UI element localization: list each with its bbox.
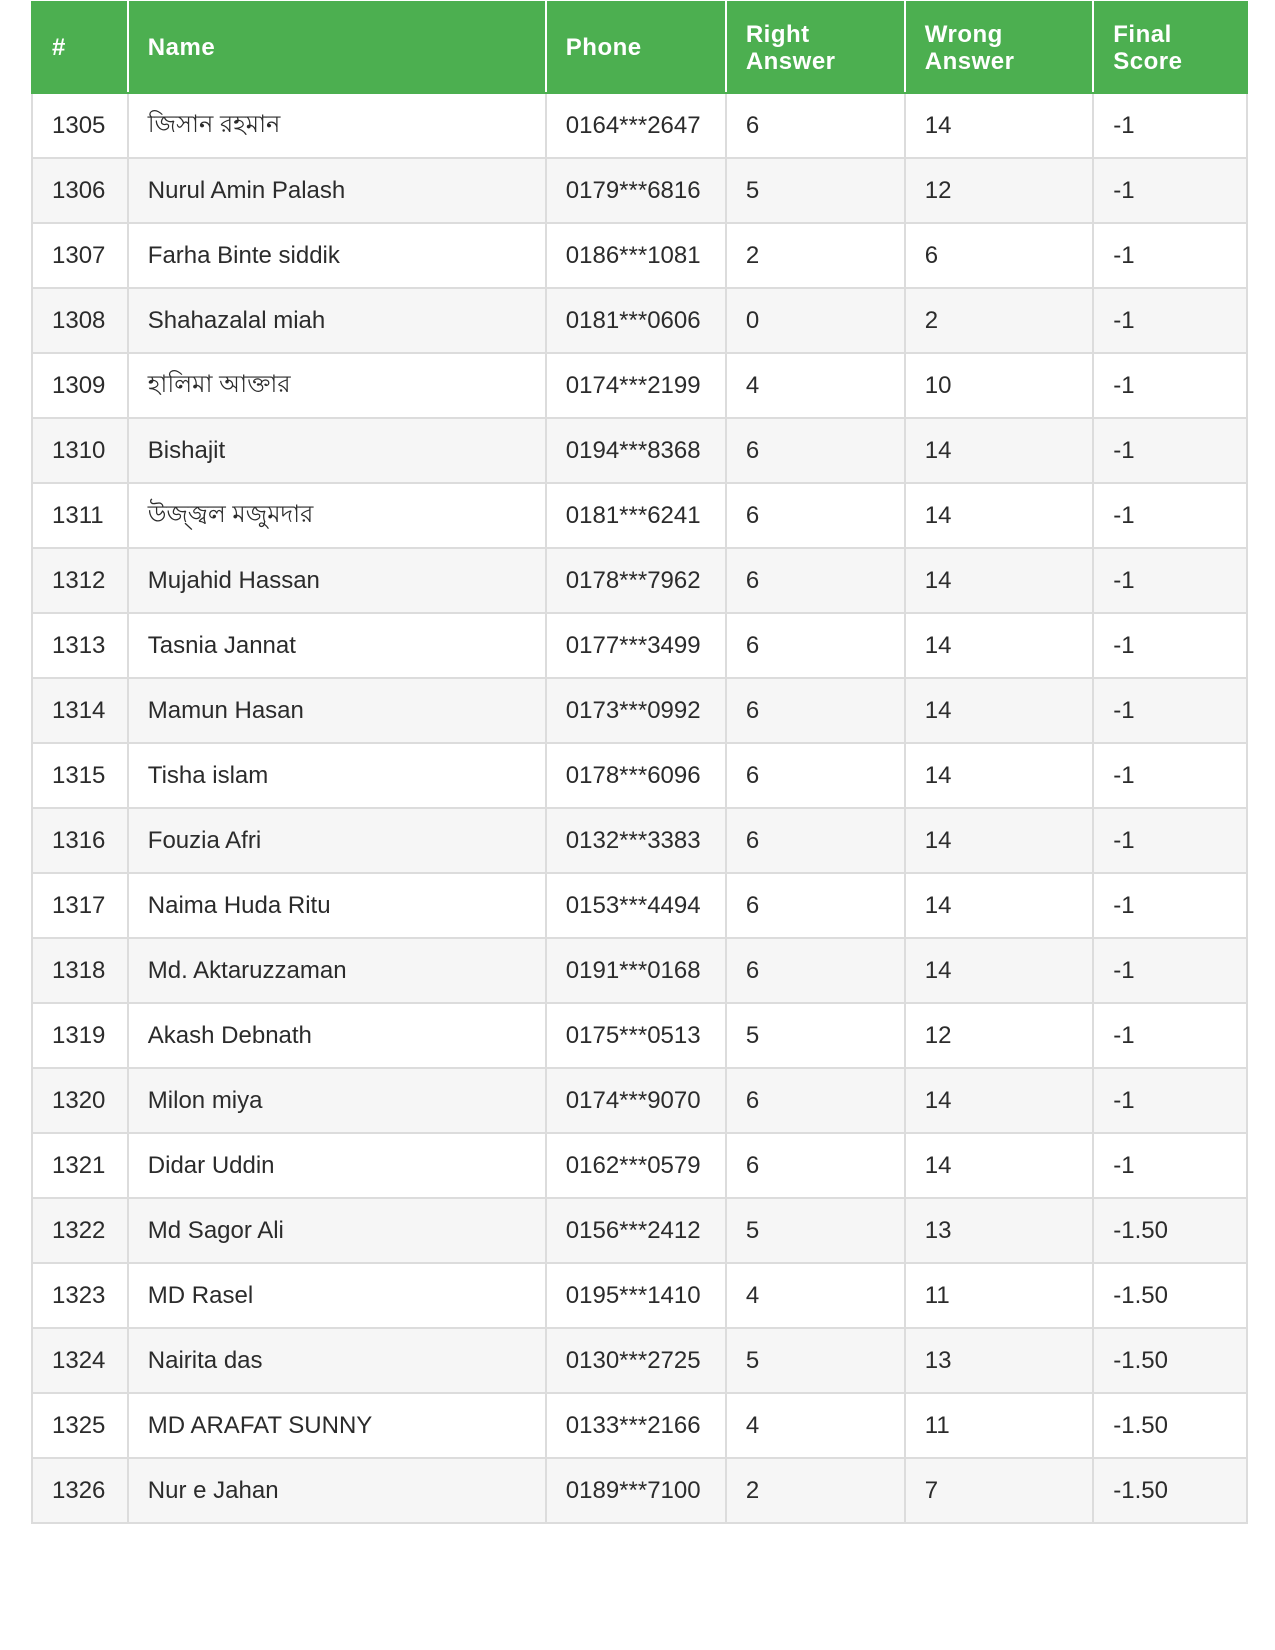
table-row [32, 1458, 1247, 1523]
cell-wrong-answer: 14 [905, 1133, 1093, 1198]
cell-right-answer: 2 [726, 223, 905, 288]
cell-name: উজ্জ্বল মজুমদার [128, 483, 546, 548]
cell-phone: 0153***4494 [546, 873, 726, 938]
cell-phone: 0189***7100 [546, 1458, 726, 1523]
cell-wrong-answer: 10 [905, 353, 1093, 418]
header-right-answer: Right Answer [726, 2, 905, 93]
cell-rank: 1325 [32, 1393, 128, 1458]
cell-phone: 0132***3383 [546, 808, 726, 873]
cell-wrong-answer: 14 [905, 483, 1093, 548]
cell-phone: 0179***6816 [546, 158, 726, 223]
table-row [32, 158, 1247, 223]
cell-rank: 1316 [32, 808, 128, 873]
cell-phone: 0130***2725 [546, 1328, 726, 1393]
table-row [32, 613, 1247, 678]
table-row [32, 678, 1247, 743]
cell-right-answer: 5 [726, 1198, 905, 1263]
cell-final-score: -1 [1093, 678, 1247, 743]
cell-name: MD Rasel [128, 1263, 546, 1328]
cell-phone: 0177***3499 [546, 613, 726, 678]
header-wrong-answer: Wrong Answer [905, 2, 1093, 93]
cell-rank: 1312 [32, 548, 128, 613]
cell-final-score: -1.50 [1093, 1393, 1247, 1458]
cell-name: Md. Aktaruzzaman [128, 938, 546, 1003]
cell-right-answer: 6 [726, 1068, 905, 1133]
table-row [32, 223, 1247, 288]
cell-name: Tasnia Jannat [128, 613, 546, 678]
cell-rank: 1313 [32, 613, 128, 678]
cell-right-answer: 6 [726, 418, 905, 483]
cell-phone: 0178***7962 [546, 548, 726, 613]
cell-name: Nur e Jahan [128, 1458, 546, 1523]
cell-rank: 1309 [32, 353, 128, 418]
cell-rank: 1310 [32, 418, 128, 483]
table-row [32, 353, 1247, 418]
table-row [32, 1328, 1247, 1393]
cell-final-score: -1 [1093, 1133, 1247, 1198]
cell-name: হালিমা আক্তার [128, 353, 546, 418]
cell-phone: 0191***0168 [546, 938, 726, 1003]
cell-rank: 1324 [32, 1328, 128, 1393]
cell-name: Md Sagor Ali [128, 1198, 546, 1263]
cell-name: Bishajit [128, 418, 546, 483]
cell-right-answer: 6 [726, 1133, 905, 1198]
cell-rank: 1326 [32, 1458, 128, 1523]
cell-wrong-answer: 14 [905, 93, 1093, 158]
cell-wrong-answer: 14 [905, 678, 1093, 743]
cell-name: Naima Huda Ritu [128, 873, 546, 938]
table-row [32, 808, 1247, 873]
cell-rank: 1317 [32, 873, 128, 938]
cell-phone: 0174***2199 [546, 353, 726, 418]
cell-final-score: -1 [1093, 808, 1247, 873]
cell-rank: 1305 [32, 93, 128, 158]
cell-right-answer: 6 [726, 743, 905, 808]
cell-name: Fouzia Afri [128, 808, 546, 873]
table-row [32, 1003, 1247, 1068]
header-name: Name [128, 2, 546, 93]
cell-right-answer: 6 [726, 808, 905, 873]
cell-wrong-answer: 14 [905, 1068, 1093, 1133]
cell-final-score: -1 [1093, 158, 1247, 223]
cell-rank: 1308 [32, 288, 128, 353]
table-row [32, 873, 1247, 938]
cell-phone: 0178***6096 [546, 743, 726, 808]
cell-wrong-answer: 14 [905, 938, 1093, 1003]
cell-right-answer: 5 [726, 1003, 905, 1068]
cell-wrong-answer: 14 [905, 873, 1093, 938]
cell-right-answer: 4 [726, 1263, 905, 1328]
cell-right-answer: 6 [726, 93, 905, 158]
header-row [32, 2, 1247, 93]
results-table [31, 1, 1248, 1524]
header-phone: Phone [546, 2, 726, 93]
cell-wrong-answer: 12 [905, 158, 1093, 223]
cell-rank: 1323 [32, 1263, 128, 1328]
cell-name: Mamun Hasan [128, 678, 546, 743]
table-row [32, 743, 1247, 808]
cell-final-score: -1 [1093, 288, 1247, 353]
cell-right-answer: 6 [726, 678, 905, 743]
cell-rank: 1320 [32, 1068, 128, 1133]
cell-final-score: -1.50 [1093, 1263, 1247, 1328]
header-final-score: Final Score [1093, 2, 1247, 93]
cell-phone: 0194***8368 [546, 418, 726, 483]
cell-rank: 1318 [32, 938, 128, 1003]
cell-wrong-answer: 11 [905, 1263, 1093, 1328]
table-row [32, 1393, 1247, 1458]
cell-wrong-answer: 7 [905, 1458, 1093, 1523]
cell-phone: 0164***2647 [546, 93, 726, 158]
table-header [32, 2, 1247, 93]
cell-rank: 1306 [32, 158, 128, 223]
cell-right-answer: 5 [726, 158, 905, 223]
cell-right-answer: 0 [726, 288, 905, 353]
cell-rank: 1319 [32, 1003, 128, 1068]
cell-wrong-answer: 13 [905, 1198, 1093, 1263]
cell-phone: 0175***0513 [546, 1003, 726, 1068]
table-row [32, 1133, 1247, 1198]
table-row [32, 548, 1247, 613]
cell-final-score: -1.50 [1093, 1458, 1247, 1523]
cell-wrong-answer: 14 [905, 743, 1093, 808]
table-row [32, 288, 1247, 353]
cell-final-score: -1.50 [1093, 1328, 1247, 1393]
cell-name: MD ARAFAT SUNNY [128, 1393, 546, 1458]
cell-phone: 0156***2412 [546, 1198, 726, 1263]
cell-wrong-answer: 13 [905, 1328, 1093, 1393]
table-row [32, 418, 1247, 483]
cell-phone: 0181***6241 [546, 483, 726, 548]
cell-rank: 1315 [32, 743, 128, 808]
cell-right-answer: 6 [726, 483, 905, 548]
cell-name: Akash Debnath [128, 1003, 546, 1068]
cell-phone: 0162***0579 [546, 1133, 726, 1198]
cell-right-answer: 6 [726, 873, 905, 938]
table-body [32, 93, 1247, 1523]
cell-final-score: -1 [1093, 938, 1247, 1003]
cell-right-answer: 6 [726, 938, 905, 1003]
cell-final-score: -1 [1093, 743, 1247, 808]
table-row [32, 93, 1247, 158]
cell-name: Farha Binte siddik [128, 223, 546, 288]
cell-wrong-answer: 14 [905, 548, 1093, 613]
cell-final-score: -1 [1093, 418, 1247, 483]
cell-final-score: -1.50 [1093, 1198, 1247, 1263]
table-row [32, 1198, 1247, 1263]
cell-rank: 1311 [32, 483, 128, 548]
cell-final-score: -1 [1093, 93, 1247, 158]
cell-rank: 1314 [32, 678, 128, 743]
cell-wrong-answer: 14 [905, 613, 1093, 678]
cell-phone: 0181***0606 [546, 288, 726, 353]
cell-final-score: -1 [1093, 873, 1247, 938]
cell-final-score: -1 [1093, 1068, 1247, 1133]
table-row [32, 938, 1247, 1003]
cell-wrong-answer: 12 [905, 1003, 1093, 1068]
cell-final-score: -1 [1093, 613, 1247, 678]
cell-right-answer: 4 [726, 353, 905, 418]
cell-phone: 0174***9070 [546, 1068, 726, 1133]
cell-phone: 0195***1410 [546, 1263, 726, 1328]
cell-right-answer: 4 [726, 1393, 905, 1458]
cell-name: Nurul Amin Palash [128, 158, 546, 223]
cell-final-score: -1 [1093, 1003, 1247, 1068]
cell-name: Milon miya [128, 1068, 546, 1133]
cell-name: Shahazalal miah [128, 288, 546, 353]
cell-name: Nairita das [128, 1328, 546, 1393]
cell-final-score: -1 [1093, 353, 1247, 418]
cell-wrong-answer: 2 [905, 288, 1093, 353]
cell-rank: 1307 [32, 223, 128, 288]
cell-final-score: -1 [1093, 548, 1247, 613]
cell-name: Tisha islam [128, 743, 546, 808]
table-row [32, 483, 1247, 548]
cell-wrong-answer: 14 [905, 808, 1093, 873]
cell-phone: 0173***0992 [546, 678, 726, 743]
cell-name: জিসান রহমান [128, 93, 546, 158]
cell-right-answer: 6 [726, 613, 905, 678]
cell-final-score: -1 [1093, 483, 1247, 548]
cell-rank: 1322 [32, 1198, 128, 1263]
cell-phone: 0133***2166 [546, 1393, 726, 1458]
cell-wrong-answer: 14 [905, 418, 1093, 483]
cell-right-answer: 2 [726, 1458, 905, 1523]
header-rank: # [32, 2, 128, 93]
cell-final-score: -1 [1093, 223, 1247, 288]
table-row [32, 1263, 1247, 1328]
cell-name: Didar Uddin [128, 1133, 546, 1198]
cell-name: Mujahid Hassan [128, 548, 546, 613]
cell-phone: 0186***1081 [546, 223, 726, 288]
table-row [32, 1068, 1247, 1133]
cell-right-answer: 6 [726, 548, 905, 613]
cell-wrong-answer: 6 [905, 223, 1093, 288]
cell-rank: 1321 [32, 1133, 128, 1198]
cell-wrong-answer: 11 [905, 1393, 1093, 1458]
cell-right-answer: 5 [726, 1328, 905, 1393]
